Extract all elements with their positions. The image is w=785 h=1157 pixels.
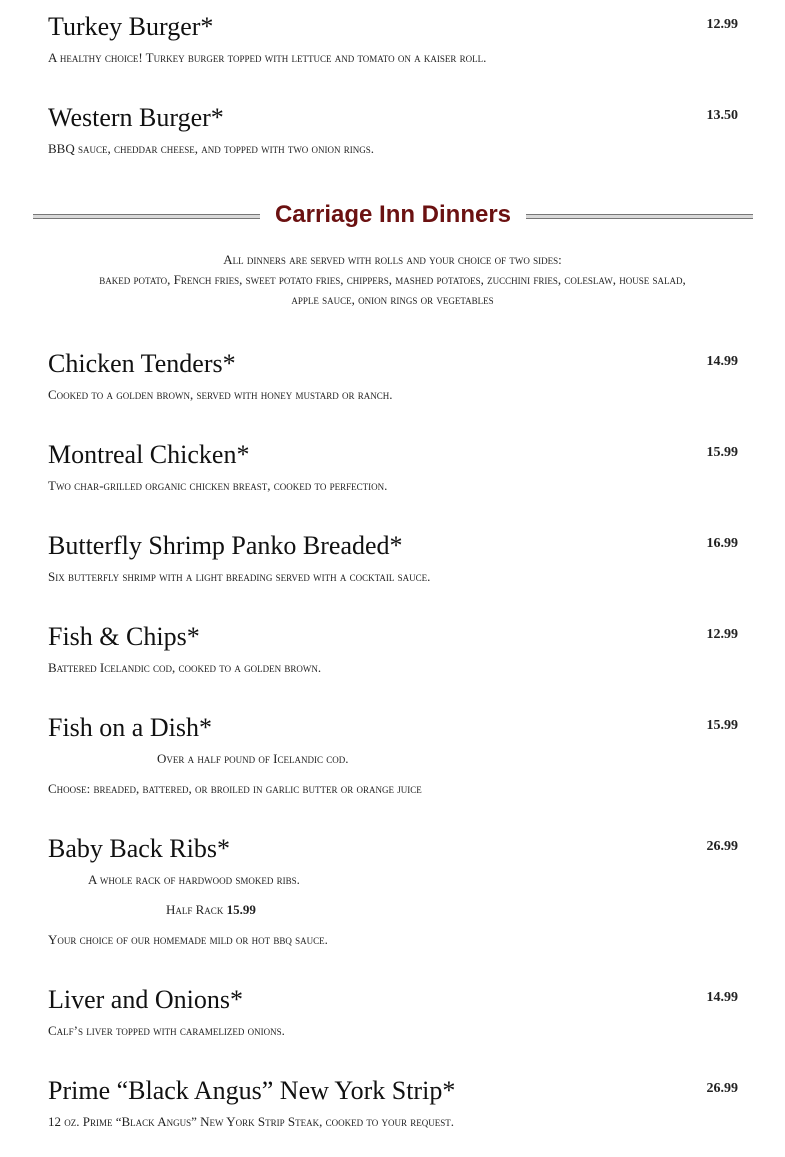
section-header [33, 198, 753, 234]
intro-line-2: baked potato, French fries, sweet potato fries, chippers, mashed potatoes, zucchini fries, coleslaw, house salad, [99, 272, 686, 287]
item-name: Fish on a Dish* [48, 713, 212, 742]
divider-right [526, 214, 753, 219]
item-price: 13.50 [706, 108, 738, 123]
item-name: Turkey Burger* [48, 12, 214, 41]
item-name: Fish & Chips* [48, 622, 200, 651]
item-name: Liver and Onions* [48, 985, 243, 1014]
half-rack-price: 15.99 [226, 902, 256, 917]
item-price: 14.99 [706, 990, 738, 1005]
section-title: Carriage Inn Dinners [274, 201, 512, 228]
item-name: Western Burger* [48, 103, 224, 132]
item-description: Battered Icelandic cod, cooked to a golden brown. [48, 660, 322, 675]
item-price: 15.99 [706, 718, 738, 733]
item-price: 26.99 [706, 1081, 738, 1096]
item-description: BBQ sauce, cheddar cheese, and topped with two onion rings. [48, 141, 375, 156]
item-name: Chicken Tenders* [48, 349, 236, 378]
item-price: 15.99 [706, 445, 738, 460]
item-price: 26.99 [706, 839, 738, 854]
intro-line-3: apple sauce, onion rings or vegetables [291, 292, 494, 307]
item-options: Choose: breaded, battered, or broiled in garlic butter or orange juice [48, 781, 422, 796]
item-description: Cooked to a golden brown, served with honey mustard or ranch. [48, 387, 393, 402]
item-description: A healthy choice! Turkey burger topped with lettuce and tomato on a kaiser roll. [48, 50, 487, 65]
item-price: 16.99 [706, 536, 738, 551]
intro-line-1: All dinners are served with rolls and your choice of two sides: [223, 252, 562, 267]
item-name: Prime “Black Angus” New York Strip* [48, 1076, 456, 1105]
item-description: Six butterfly shrimp with a light breading served with a cocktail sauce. [48, 569, 431, 584]
item-description: Over a half pound of Icelandic cod. [157, 751, 349, 766]
item-name: Montreal Chicken* [48, 440, 250, 469]
divider-left [33, 214, 260, 219]
item-price: 12.99 [706, 627, 738, 642]
half-rack-label: Half Rack [166, 902, 224, 917]
item-price: 12.99 [706, 17, 738, 32]
item-sauce-note: Your choice of our homemade mild or hot bbq sauce. [48, 932, 328, 947]
item-price: 14.99 [706, 354, 738, 369]
section-intro [20, 250, 765, 310]
item-name: Butterfly Shrimp Panko Breaded* [48, 531, 403, 560]
item-description: Two char-grilled organic chicken breast, cooked to perfection. [48, 478, 388, 493]
item-description: Calf’s liver topped with caramelized onions. [48, 1023, 285, 1038]
item-description: A whole rack of hardwood smoked ribs. [88, 872, 300, 887]
item-description: 12 oz. Prime “Black Angus” New York Strip Steak, cooked to your request. [48, 1114, 454, 1129]
item-name: Baby Back Ribs* [48, 834, 230, 863]
half-rack-option [166, 902, 256, 918]
